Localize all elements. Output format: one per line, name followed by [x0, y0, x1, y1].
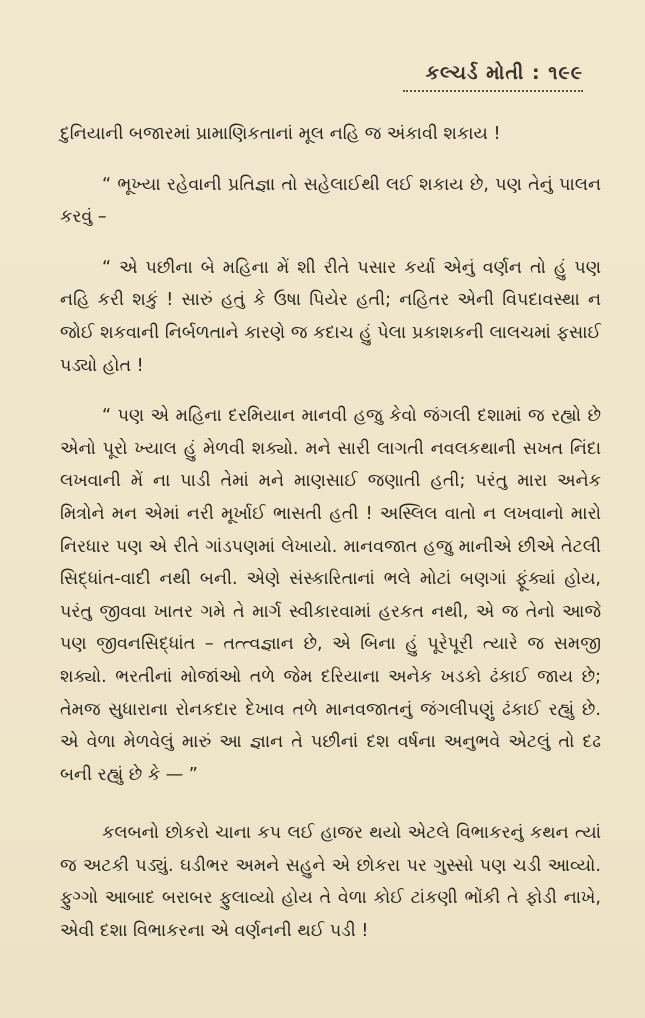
paragraph-5: કલબનો છોકરો ચાના કપ લઈ હાજર થયો એટલે વિભાકરનું કથન ત્યાં જ અટકી પડ્યું. ઘડીભર અમને સહુને એ છોકરા પર ગુસ્સો પણ ચડી આવ્યો. ફુગ્ગો આબાદ બરાબર ફુલાવ્યો હોય તે વેળા કોઈ ટાંકણી ભોંકી તે ફોડી નાખે, એવી દશા વિભાકરના એ વર્ણનની થઈ પડી ! [60, 823, 601, 942]
paragraph-1: દુનિયાની બજારમાં પ્રામાણિકતાનાં મૂલ નહિ જ અંકાવી શકાય ! [60, 124, 501, 144]
running-title: કલ્ચર્ડ મોતી : ૧૯૯ [425, 62, 583, 84]
paragraph-3: “ એ પછીના બે મહિના મેં શી રીતે પસાર કર્યા એનું વર્ણન તો હું પણ નહિ કરી શકું ! સારું હતું કે ઉષા પિયેર હતી; નહિતર એની વિપદાવસ્થા ન જોઈ શકવાની નિર્બળતાને કારણે જ કદાચ હું પેલા પ્રકાશકની લાલચમાં ફસાઈ પડ્યો હોત ! [60, 257, 601, 376]
paragraph-2: “ ભૂખ્યા રહેવાની પ્રતિજ્ઞા તો સહેલાઈથી લઈ શકાય છે, પણ તેનું પાલન કરવું – [60, 174, 601, 228]
page-header [403, 62, 583, 92]
page-body [60, 118, 601, 948]
dotted-rule [403, 90, 583, 92]
paragraph-4: “ પણ એ મહિના દરમિયાન માનવી હજુ કેવો જંગલી દશામાં જ રહ્યો છે એનો પૂરો ખ્યાલ હું મેળવી શક્યો. મને સારી લાગતી નવલકથાની સખત નિંદા લખવાની મેં ના પાડી તેમાં મને માણસાઈ જણાતી હતી; પરંતુ મારા અનેક મિત્રોને મન એમાં નરી મૂર્ખાઈ ભાસતી હતી ! અસ્લિલ વાતો ન લખવાનો મારો નિરધાર પણ એ રીતે ગાંડપણમાં લેખાયો. માનવજાત હજુ માનીએ છીએ તેટલી સિદ્ધાંત-વાદી નથી બની. એણે સંસ્કારિતાનાં ભલે મોટાં બણગાં ફૂંક્યાં હોય, પરંતુ જીવવા ખાતર ગમે તે માર્ગ સ્વીકારવામાં હરકત નથી, એ જ તેનો આજે પણ જીવનસિદ્ધાંત – તત્ત્વજ્ઞાન છે, એ બિના હું પૂરેપૂરી ત્યારે જ સમજી શક્યો. ભરતીનાં મોજાંઓ તળે જેમ દરિયાના અનેક ખડકો ઢંકાઈ જાય છે; તેમજ સુધારાના રોનકદાર દેખાવ તળે માનવજાતનું જંગલીપણું ઢંકાઈ રહ્યું છે. એ વેળા મેળવેલું મારું આ જ્ઞાન તે પછીનાં દશ વર્ષના અનુભવે એટલું તો દઢ બની રહ્યું છે કે — ” [60, 406, 601, 785]
